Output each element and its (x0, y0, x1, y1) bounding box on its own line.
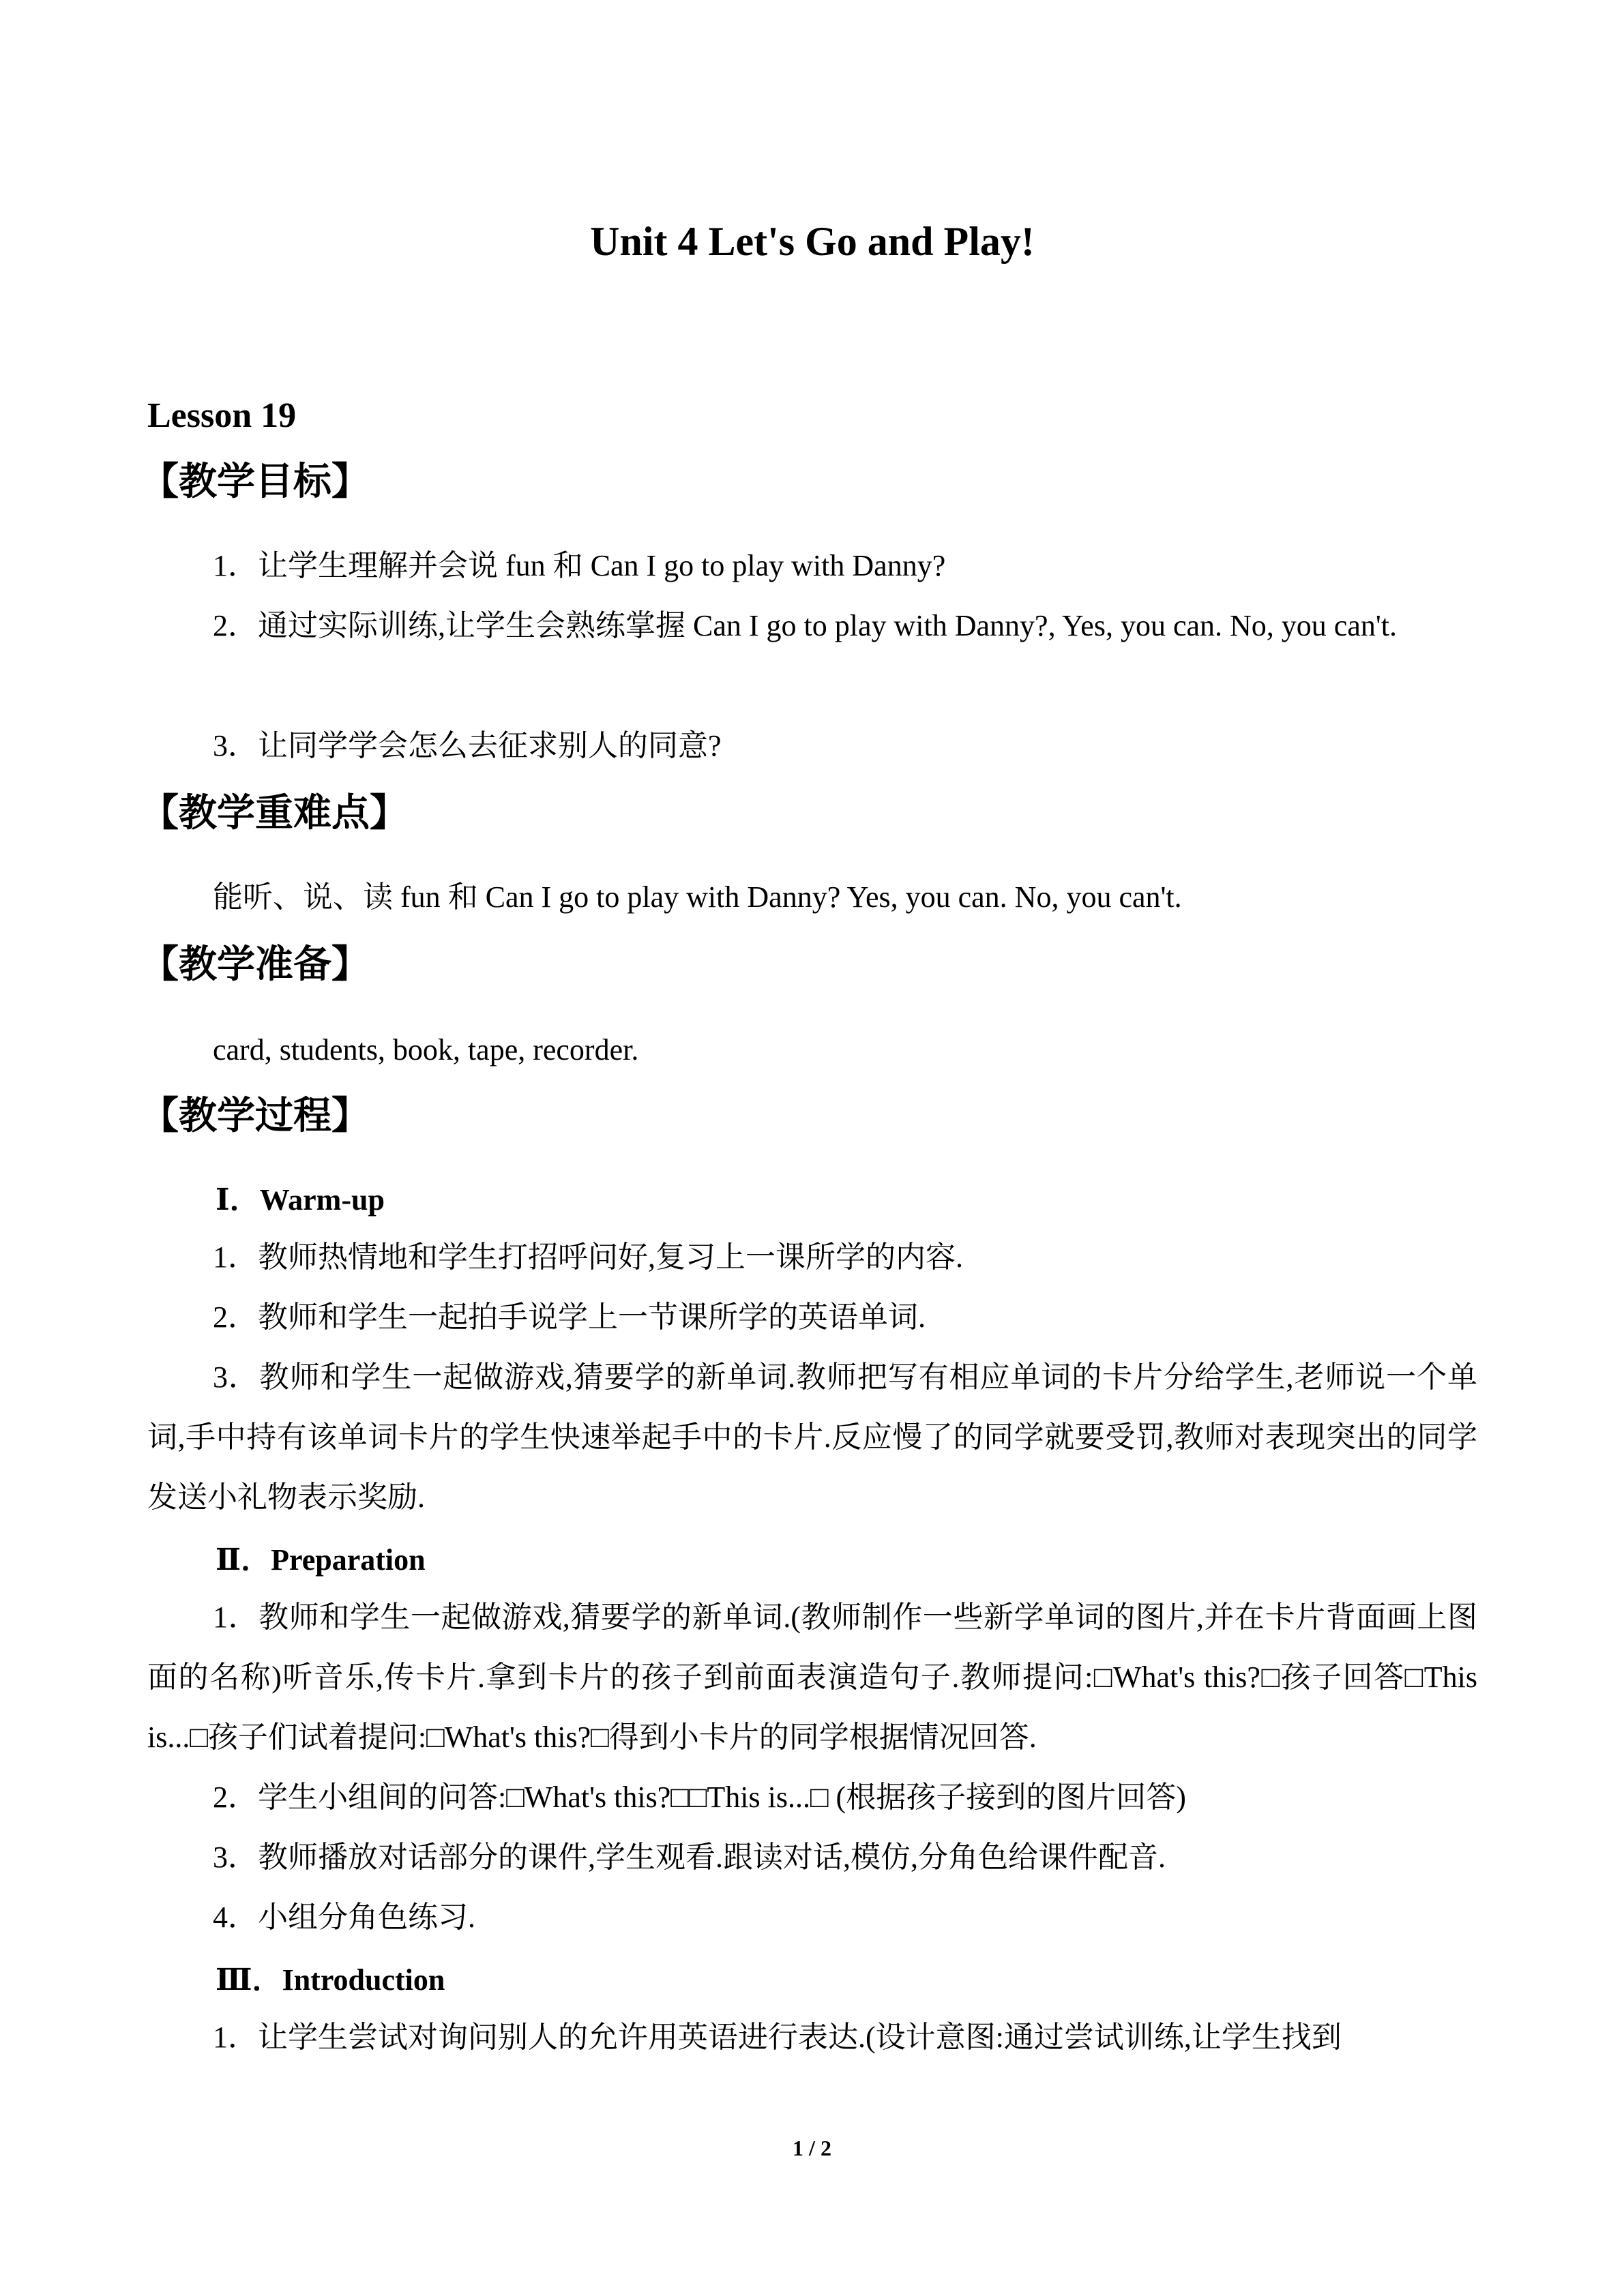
introduction-item-1: 1．让学生尝试对询问别人的允许用英语进行表达.(设计意图:通过尝试训练,让学生找到 (213, 2021, 1342, 2054)
preparation-heading: 【教学准备】 (141, 942, 370, 987)
page-number: 1 / 2 (793, 2136, 831, 2160)
preparation-text: card, students, book, tape, recorder. (213, 1033, 639, 1067)
preparation-step-heading: Ⅱ．Preparation (216, 1543, 426, 1577)
warmup-heading: Ⅰ．Warm-up (216, 1183, 385, 1217)
preparation-step-item-1: 1．教师和学生一起做游戏,猜要学的新单词.(教师制作一些新学单词的图片,并在卡片背面画上图面的名称)听音乐,传卡片.拿到卡片的孩子到前面表演造句子.教师提问:□What's this?□孩子回答□This is...□孩子们试着提问:□What's this?□得到小卡片的同学根据情况回答. (147, 1600, 1477, 1754)
preparation-step-item-2: 2．学生小组间的问答:□What's this?□□This is...□ (根据孩子接到的图片回答) (213, 1780, 1186, 1814)
objectives-heading: 【教学目标】 (141, 460, 370, 504)
process-heading: 【教学过程】 (141, 1094, 370, 1138)
warmup-item-1: 1．教师热情地和学生打招呼问好,复习上一课所学的内容. (213, 1240, 963, 1274)
document-title: Unit 4 Let's Go and Play! (590, 219, 1035, 264)
warmup-item-3: 3．教师和学生一起做游戏,猜要学的新单词.教师把写有相应单词的卡片分给学生,老师说一个单词,手中持有该单词卡片的学生快速举起手中的卡片.反应慢了的同学就要受罚,教师对表现突出的同学发送小礼物表示奖励. (147, 1360, 1477, 1514)
preparation-step-item-3: 3．教师播放对话部分的课件,学生观看.跟读对话,模仿,分角色给课件配音. (213, 1840, 1166, 1874)
key-points-text: 能听、说、读 fun 和 Can I go to play with Danny? Yes, you can. No, you can't. (213, 880, 1182, 914)
preparation-step-item-4: 4．小组分角色练习. (213, 1900, 475, 1934)
objective-item-3: 3．让同学学会怎么去征求别人的同意? (213, 729, 722, 762)
introduction-heading: Ⅲ．Introduction (216, 1963, 445, 1997)
warmup-item-2: 2．教师和学生一起拍手说学上一节课所学的英语单词. (213, 1300, 926, 1334)
lesson-heading: Lesson 19 (147, 396, 297, 435)
objective-item-2: 2．通过实际训练,让学生会熟练掌握 Can I go to play with Danny?, Yes, you can. No, you can't. (213, 609, 1398, 642)
key-points-heading: 【教学重难点】 (141, 791, 408, 835)
objective-item-1: 1．让学生理解并会说 fun 和 Can I go to play with Danny? (213, 549, 946, 582)
